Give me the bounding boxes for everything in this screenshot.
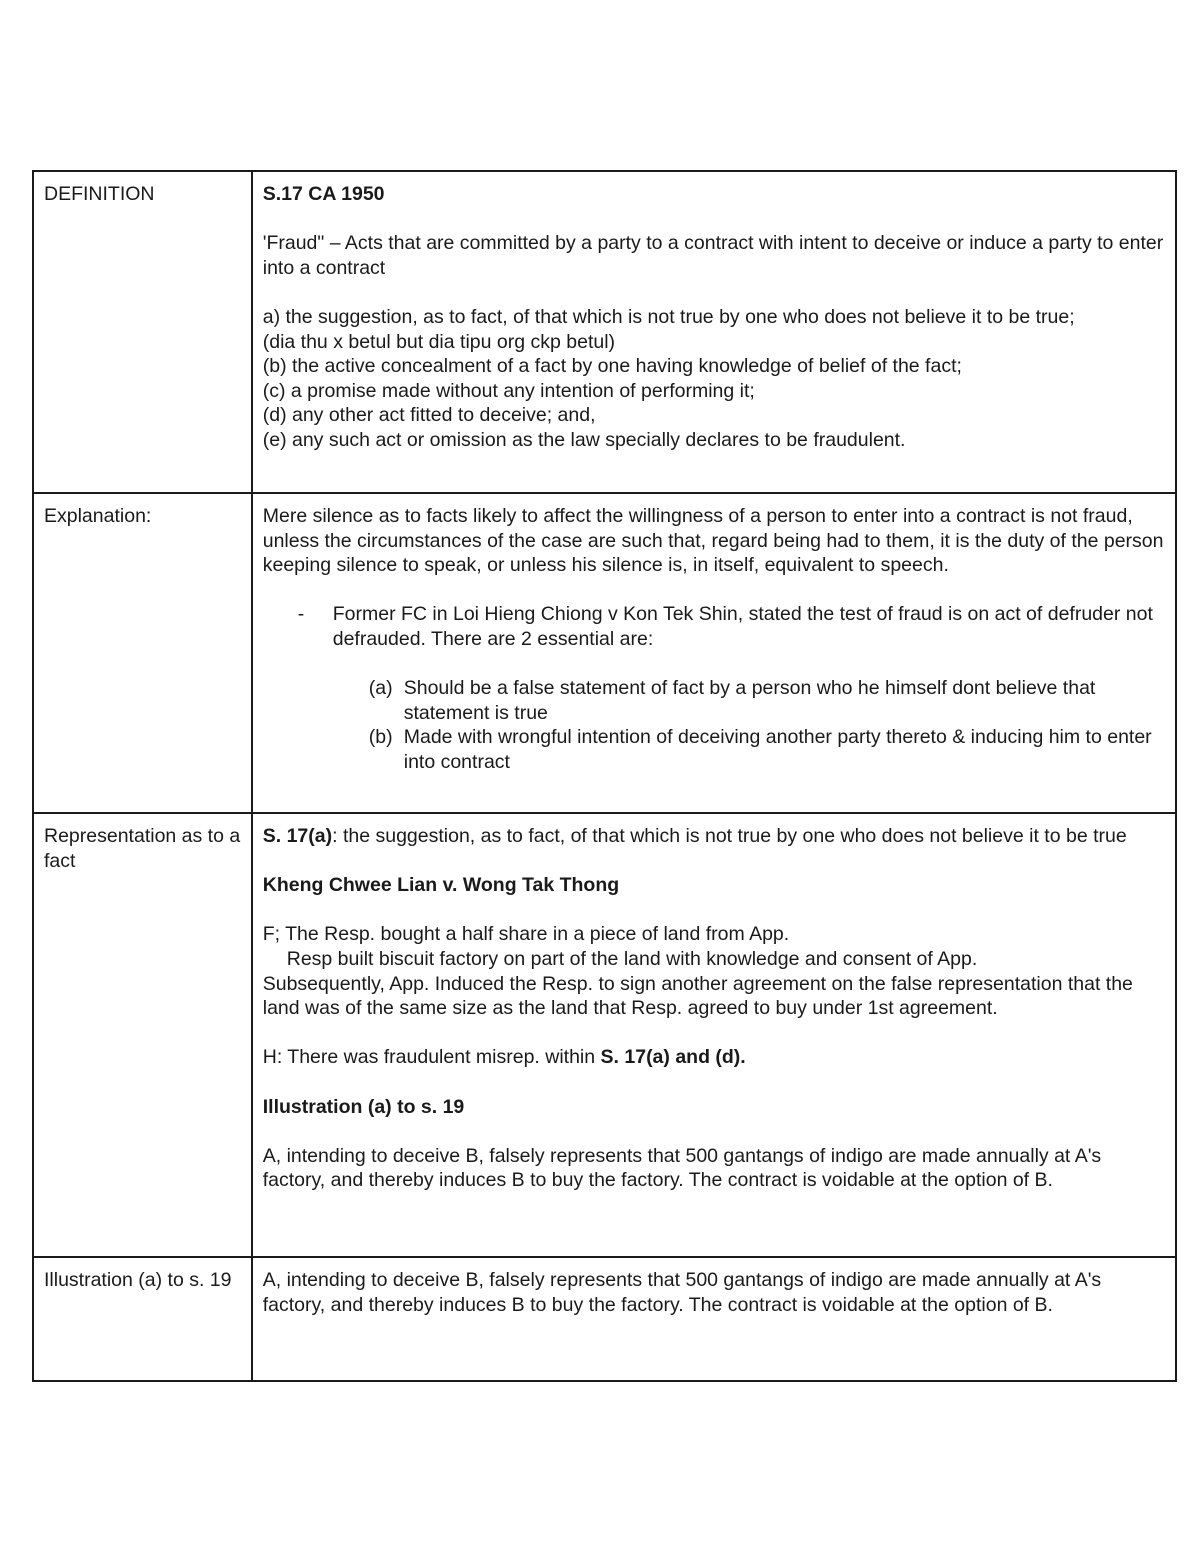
- definition-item-b: (b) the active concealment of a fact by one having knowledge of belief of the fact;: [262, 355, 962, 378]
- section-heading: S.17 CA 1950: [262, 183, 385, 205]
- table-row-definition: [33, 171, 1176, 493]
- definition-item-note: (dia thu x betul but dia tipu org ckp betul): [262, 330, 616, 353]
- list-marker: (a): [368, 677, 393, 700]
- list-item-text: Should be a false statement of fact by a person who he himself dont believe that statement is true: [403, 677, 1096, 724]
- case-name: Kheng Chwee Lian v. Wong Tak Thong: [262, 874, 620, 897]
- list-item: [263, 676, 1165, 725]
- case-facts-3: Subsequently, App. Induced the Resp. to sign another agreement on the false representation that the land was of the same size as the land that Resp. agreed to buy under 1st agreement.: [262, 972, 1133, 1020]
- essentials-list: [263, 676, 1165, 774]
- illustration-text: A, intending to deceive B, falsely represents that 500 gantangs of indigo are made annually at A's factory, and thereby induces B to buy the factory. The contract is voidable at the option of B.: [262, 1144, 1102, 1192]
- row-label-representation: Representation as to a fact: [33, 813, 252, 1257]
- section-reference: S. 17(a): the suggestion, as to fact, of that which is not true by one who does not believe it to be true: [262, 825, 1127, 847]
- row-body-definition: [252, 171, 1176, 493]
- row-label-definition: DEFINITION: [33, 171, 252, 493]
- row-body-explanation: [252, 493, 1176, 813]
- bullet-text: Former FC in Loi Hieng Chiong v Kon Tek Shin, stated the test of fraud is on act of defruder not defrauded. There are 2 essential are:: [332, 603, 1153, 650]
- table-row-representation: [33, 813, 1176, 1257]
- case-facts-2: Resp built biscuit factory on part of the land with knowledge and consent of App.: [286, 947, 978, 970]
- table-row-explanation: [33, 493, 1176, 813]
- dash-marker: -: [297, 603, 305, 626]
- definition-item-c: (c) a promise made without any intention of performing it;: [262, 379, 755, 402]
- list-marker: (b): [368, 726, 393, 749]
- row-body-representation: [252, 813, 1176, 1257]
- table-row-illustration: [33, 1257, 1176, 1381]
- row-label-explanation: Explanation:: [33, 493, 252, 813]
- case-held: H: There was fraudulent misrep. within S. 17(a) and (d).: [262, 1046, 746, 1069]
- row-body-illustration: A, intending to deceive B, falsely represents that 500 gantangs of indigo are made annually at A's factory, and thereby induces B to buy the factory. The contract is voidable at the option of B.: [252, 1257, 1176, 1381]
- illustration-heading: Illustration (a) to s. 19: [262, 1095, 465, 1118]
- definition-item-e: (e) any such act or omission as the law specially declares to be fraudulent.: [262, 428, 906, 451]
- fraud-notes-table: [32, 170, 1177, 1382]
- list-item: [263, 602, 1165, 651]
- fraud-definition-intro: 'Fraud" – Acts that are committed by a party to a contract with intent to deceive or induce a party to enter into a contract: [262, 232, 1164, 279]
- definition-item-a: a) the suggestion, as to fact, of that which is not true by one who does not believe it to be true;: [262, 305, 1075, 328]
- list-item: [263, 725, 1165, 774]
- case-facts-1: F; The Resp. bought a half share in a piece of land from App.: [262, 923, 790, 946]
- list-item-text: Made with wrongful intention of deceiving another party thereto & inducing him to enter into contract: [403, 726, 1152, 773]
- explanation-text: Mere silence as to facts likely to affect the willingness of a person to enter into a contract is not fraud, unless the circumstances of the case are such that, regard being had to them, it is the duty of the person keeping silence to speak, or unless his silence is, in itself, equivalent to speech.: [262, 505, 1164, 577]
- row-label-illustration: Illustration (a) to s. 19: [33, 1257, 252, 1381]
- explanation-bullet-list: [263, 602, 1165, 651]
- definition-item-d: (d) any other act fitted to deceive; and,: [262, 404, 596, 427]
